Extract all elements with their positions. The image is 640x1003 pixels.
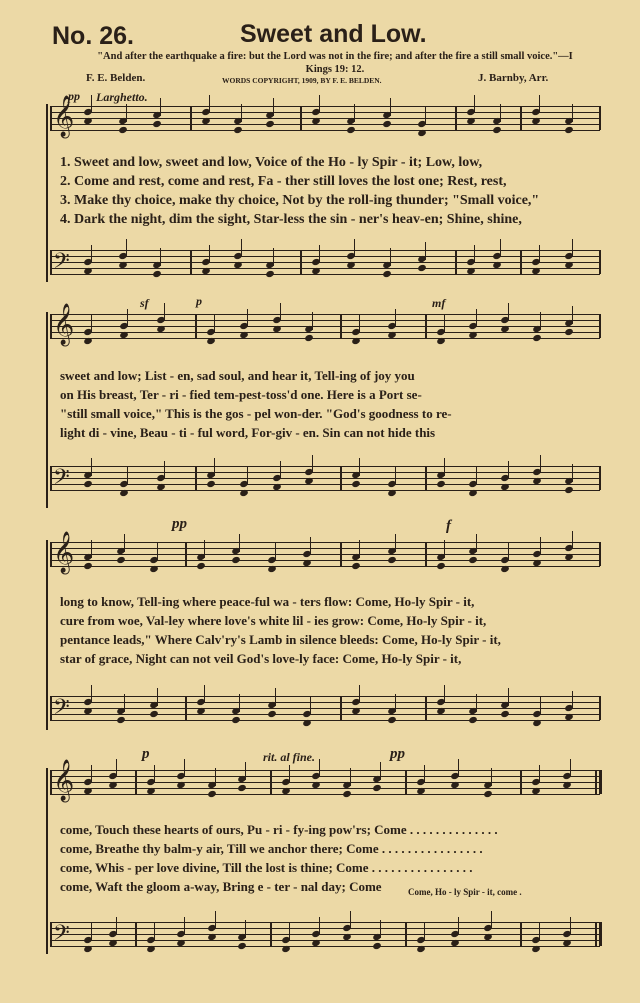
note-stem <box>116 759 117 777</box>
note-stem <box>245 762 246 780</box>
note-stem <box>491 768 492 786</box>
note-stem <box>540 697 541 715</box>
notehead <box>492 126 502 134</box>
note-stem <box>424 765 425 783</box>
lyrics-system-1 <box>60 153 600 229</box>
notehead <box>237 942 247 950</box>
note-stem <box>508 461 509 479</box>
note-stem <box>245 920 246 938</box>
note-stem <box>508 303 509 321</box>
note-stem <box>572 104 573 122</box>
notehead <box>267 710 277 718</box>
note-stem <box>390 248 391 266</box>
note-stem <box>458 759 459 777</box>
notehead <box>153 120 163 128</box>
note-stem <box>319 245 320 263</box>
notehead <box>116 556 126 564</box>
notehead <box>304 334 314 342</box>
note-stem <box>310 697 311 715</box>
note-stem <box>319 759 320 777</box>
note-stem <box>539 95 540 113</box>
note-stem <box>491 911 492 929</box>
note-stem <box>474 95 475 113</box>
notehead <box>346 126 356 134</box>
lyrics-system-3 <box>60 592 600 668</box>
note-stem <box>184 759 185 777</box>
note-stem <box>508 543 509 561</box>
note-stem <box>214 458 215 476</box>
note-stem <box>395 309 396 327</box>
lyric-line: come, Breathe thy balm-y air, Till we anchor there; Come . . . . . . . . . . . . . . . . <box>60 841 483 856</box>
notehead <box>372 784 382 792</box>
note-stem <box>390 98 391 116</box>
notehead <box>564 126 574 134</box>
note-stem <box>319 95 320 113</box>
tempo-marking: Larghetto. <box>96 90 148 104</box>
note-stem <box>91 315 92 333</box>
notehead <box>532 719 542 727</box>
note-stem <box>319 917 320 935</box>
note-stem <box>540 455 541 473</box>
note-stem <box>359 315 360 333</box>
note-stem <box>289 765 290 783</box>
notehead <box>484 790 494 798</box>
lyric-line: come, Whis - per love divine, Till the lost is thine; Come . . . . . . . . . . . . . . . . <box>60 860 473 875</box>
dynamic-pp: pp <box>390 746 405 762</box>
note-stem <box>239 534 240 552</box>
notehead <box>468 556 478 564</box>
note-stem <box>572 464 573 482</box>
notehead <box>382 270 392 278</box>
note-stem <box>91 540 92 558</box>
note-stem <box>476 309 477 327</box>
bass-clef-icon: 𝄢 <box>53 921 70 950</box>
lyric-line: come, Waft the gloom a-way, Bring e - ter - nal day; Come <box>60 879 382 894</box>
note-stem <box>127 467 128 485</box>
note-stem <box>127 309 128 327</box>
system-brace <box>46 104 48 282</box>
note-stem <box>204 540 205 558</box>
bass-clef-icon: 𝄢 <box>53 249 70 278</box>
note-stem <box>572 306 573 324</box>
lyric-line: 1. Sweet and low, sweet and low, Voice of the Ho - ly Spir - it; Low, low, <box>60 155 483 170</box>
note-stem <box>275 688 276 706</box>
note-stem <box>444 458 445 476</box>
dynamic-p: p <box>142 746 150 762</box>
note-stem <box>540 537 541 555</box>
note-stem <box>91 458 92 476</box>
note-stem <box>539 923 540 941</box>
note-stem <box>157 688 158 706</box>
notehead <box>239 489 249 497</box>
note-stem <box>215 911 216 929</box>
epigraph: "And after the earthquake a fire: but the Lord was not in the fire; and after the fire a still small voice."—I Kings 19: 12. <box>97 51 573 75</box>
note-stem <box>572 691 573 709</box>
dynamic-pp: pp <box>172 516 187 532</box>
note-stem <box>312 312 313 330</box>
note-stem <box>570 917 571 935</box>
notehead <box>83 562 93 570</box>
notehead <box>116 716 126 724</box>
note-stem <box>164 461 165 479</box>
treble-clef-icon: 𝄞 <box>53 532 75 572</box>
notehead <box>351 562 361 570</box>
note-stem <box>91 685 92 703</box>
note-stem <box>424 923 425 941</box>
treble-clef-icon: 𝄞 <box>53 304 75 344</box>
note-stem <box>359 458 360 476</box>
notehead <box>265 270 275 278</box>
notehead <box>206 337 216 345</box>
note-stem <box>395 467 396 485</box>
dynamic-mf: mf <box>432 296 446 310</box>
note-stem <box>124 534 125 552</box>
note-stem <box>476 534 477 552</box>
note-stem <box>273 248 274 266</box>
note-stem <box>204 685 205 703</box>
note-stem <box>540 312 541 330</box>
note-stem <box>126 239 127 257</box>
ritardando-marking: rit. al fine. <box>263 750 316 764</box>
note-stem <box>395 534 396 552</box>
dynamic-sf: sf <box>140 296 149 310</box>
notehead <box>281 945 291 953</box>
note-stem <box>157 543 158 561</box>
note-stem <box>395 694 396 712</box>
hymn-title: Sweet and Low. <box>240 20 427 48</box>
bass-staff <box>50 465 600 494</box>
note-stem <box>500 104 501 122</box>
treble-clef-icon: 𝄞 <box>53 760 75 800</box>
note-stem <box>572 531 573 549</box>
note-stem <box>160 98 161 116</box>
note-stem <box>476 694 477 712</box>
lyric-line: 3. Make thy choice, make thy choice, Not by the roll-ing thunder; "Small voice," <box>60 193 540 208</box>
dynamic-f: f <box>446 518 451 534</box>
system-brace <box>46 768 48 954</box>
note-stem <box>247 309 248 327</box>
note-stem <box>500 239 501 257</box>
notehead <box>237 784 247 792</box>
note-stem <box>312 455 313 473</box>
note-stem <box>474 245 475 263</box>
notehead <box>83 337 93 345</box>
note-stem <box>241 104 242 122</box>
note-stem <box>425 107 426 125</box>
note-stem <box>476 467 477 485</box>
note-stem <box>214 315 215 333</box>
dynamic-pp: pp <box>68 89 80 103</box>
notehead <box>564 328 574 336</box>
notehead <box>83 480 93 488</box>
note-stem <box>539 765 540 783</box>
note-stem <box>444 315 445 333</box>
copyright-notice: WORDS COPYRIGHT, 1909, BY F. E. BELDEN. <box>222 76 382 85</box>
notehead <box>436 337 446 345</box>
notehead <box>231 556 241 564</box>
notehead <box>233 126 243 134</box>
note-stem <box>508 688 509 706</box>
note-stem <box>354 239 355 257</box>
notehead <box>372 942 382 950</box>
notehead <box>146 945 156 953</box>
notehead <box>387 556 397 564</box>
note-stem <box>289 923 290 941</box>
note-stem <box>539 245 540 263</box>
note-stem <box>239 694 240 712</box>
notehead <box>436 480 446 488</box>
lyric-line: 4. Dark the night, dim the sight, Star-less the sin - ner's heav-en; Shine, shine, <box>60 212 522 227</box>
note-stem <box>154 923 155 941</box>
notehead <box>532 334 542 342</box>
note-stem <box>280 303 281 321</box>
notehead <box>196 562 206 570</box>
notehead <box>500 710 510 718</box>
notehead <box>417 129 427 137</box>
notehead <box>468 489 478 497</box>
note-stem <box>570 759 571 777</box>
notehead <box>302 719 312 727</box>
note-stem <box>116 917 117 935</box>
note-stem <box>160 248 161 266</box>
notehead <box>351 480 361 488</box>
lyric-line: long to know, Tell-ing where peace-ful wa - ters flow: Come, Ho-ly Spir - it, <box>60 594 475 609</box>
system-brace <box>46 312 48 508</box>
notehead <box>83 945 93 953</box>
note-stem <box>359 685 360 703</box>
closing-lyric: Come, Ho - ly Spir - it, come . <box>408 887 522 897</box>
note-stem <box>215 768 216 786</box>
treble-clef-icon: 𝄞 <box>53 96 75 136</box>
notehead <box>206 480 216 488</box>
note-stem <box>280 461 281 479</box>
notehead <box>231 716 241 724</box>
note-stem <box>359 540 360 558</box>
note-stem <box>380 762 381 780</box>
lyric-line: come, Touch these hearts of ours, Pu - ri - fy-ing pow'rs; Come . . . . . . . . . . . . . . <box>60 822 498 837</box>
bass-clef-icon: 𝄢 <box>53 695 70 724</box>
system-brace <box>46 540 48 730</box>
note-stem <box>350 911 351 929</box>
bass-staff <box>50 249 600 278</box>
lyric-line: 2. Come and rest, come and rest, Fa - ther still loves the lost one; Rest, rest, <box>60 174 507 189</box>
bass-clef-icon: 𝄢 <box>53 465 70 494</box>
note-stem <box>184 917 185 935</box>
notehead <box>265 120 275 128</box>
lyric-line: light di - vine, Beau - ti - ful word, For-giv - en. Sin can not hide this <box>60 425 436 440</box>
note-stem <box>91 765 92 783</box>
note-stem <box>310 537 311 555</box>
notehead <box>149 710 159 718</box>
notehead <box>564 486 574 494</box>
lyric-line: sweet and low; List - en, sad soul, and hear it, Tell-ing of joy you <box>60 368 415 383</box>
lyric-line: star of grace, Night can not veil God's love-ly face: Come, Ho-ly Spir - it, <box>60 651 462 666</box>
notehead <box>342 790 352 798</box>
lyric-line: "still small voice," This is the gos - pel won-der. "God's goodness to re- <box>60 406 452 421</box>
lyric-line: cure from woe, Val-ley where love's white lil - ies grow: Come, Ho-ly Spir - it, <box>60 613 487 628</box>
notehead <box>149 565 159 573</box>
treble-staff <box>50 532 600 572</box>
note-stem <box>275 543 276 561</box>
notehead <box>500 565 510 573</box>
author-credit: F. E. Belden. <box>86 72 146 84</box>
note-stem <box>91 95 92 113</box>
lyric-line: on His breast, Ter - ri - fied tem-pest-toss'd one. Here is a Port se- <box>60 387 422 402</box>
note-stem <box>380 920 381 938</box>
note-stem <box>124 694 125 712</box>
note-stem <box>209 245 210 263</box>
notehead <box>382 120 392 128</box>
bass-staff <box>50 921 600 950</box>
notehead <box>153 270 163 278</box>
note-stem <box>273 98 274 116</box>
treble-staff <box>50 304 600 344</box>
note-stem <box>91 923 92 941</box>
lyric-line: pentance leads," Where Calv'ry's Lamb in silence bleeds: Come, Ho-ly Spir - it, <box>60 632 501 647</box>
note-stem <box>572 239 573 257</box>
note-stem <box>154 765 155 783</box>
notehead <box>118 126 128 134</box>
notehead <box>416 945 426 953</box>
note-stem <box>354 104 355 122</box>
hymn-number: No. 26. <box>52 22 134 50</box>
note-stem <box>209 95 210 113</box>
notehead <box>417 264 427 272</box>
note-stem <box>91 245 92 263</box>
notehead <box>387 716 397 724</box>
note-stem <box>241 239 242 257</box>
note-stem <box>126 104 127 122</box>
bass-staff <box>50 695 600 724</box>
note-stem <box>247 467 248 485</box>
lyrics-system-4 <box>60 820 600 896</box>
note-stem <box>425 242 426 260</box>
treble-staff <box>50 760 600 800</box>
notehead <box>351 337 361 345</box>
notehead <box>436 562 446 570</box>
note-stem <box>350 768 351 786</box>
lyrics-system-2 <box>60 366 600 442</box>
note-stem <box>444 685 445 703</box>
arranger-credit: J. Barnby, Arr. <box>478 72 549 84</box>
notehead <box>531 945 541 953</box>
notehead <box>207 790 217 798</box>
note-stem <box>444 540 445 558</box>
note-stem <box>164 303 165 321</box>
dynamic-p: p <box>196 294 202 308</box>
notehead <box>468 716 478 724</box>
note-stem <box>458 917 459 935</box>
